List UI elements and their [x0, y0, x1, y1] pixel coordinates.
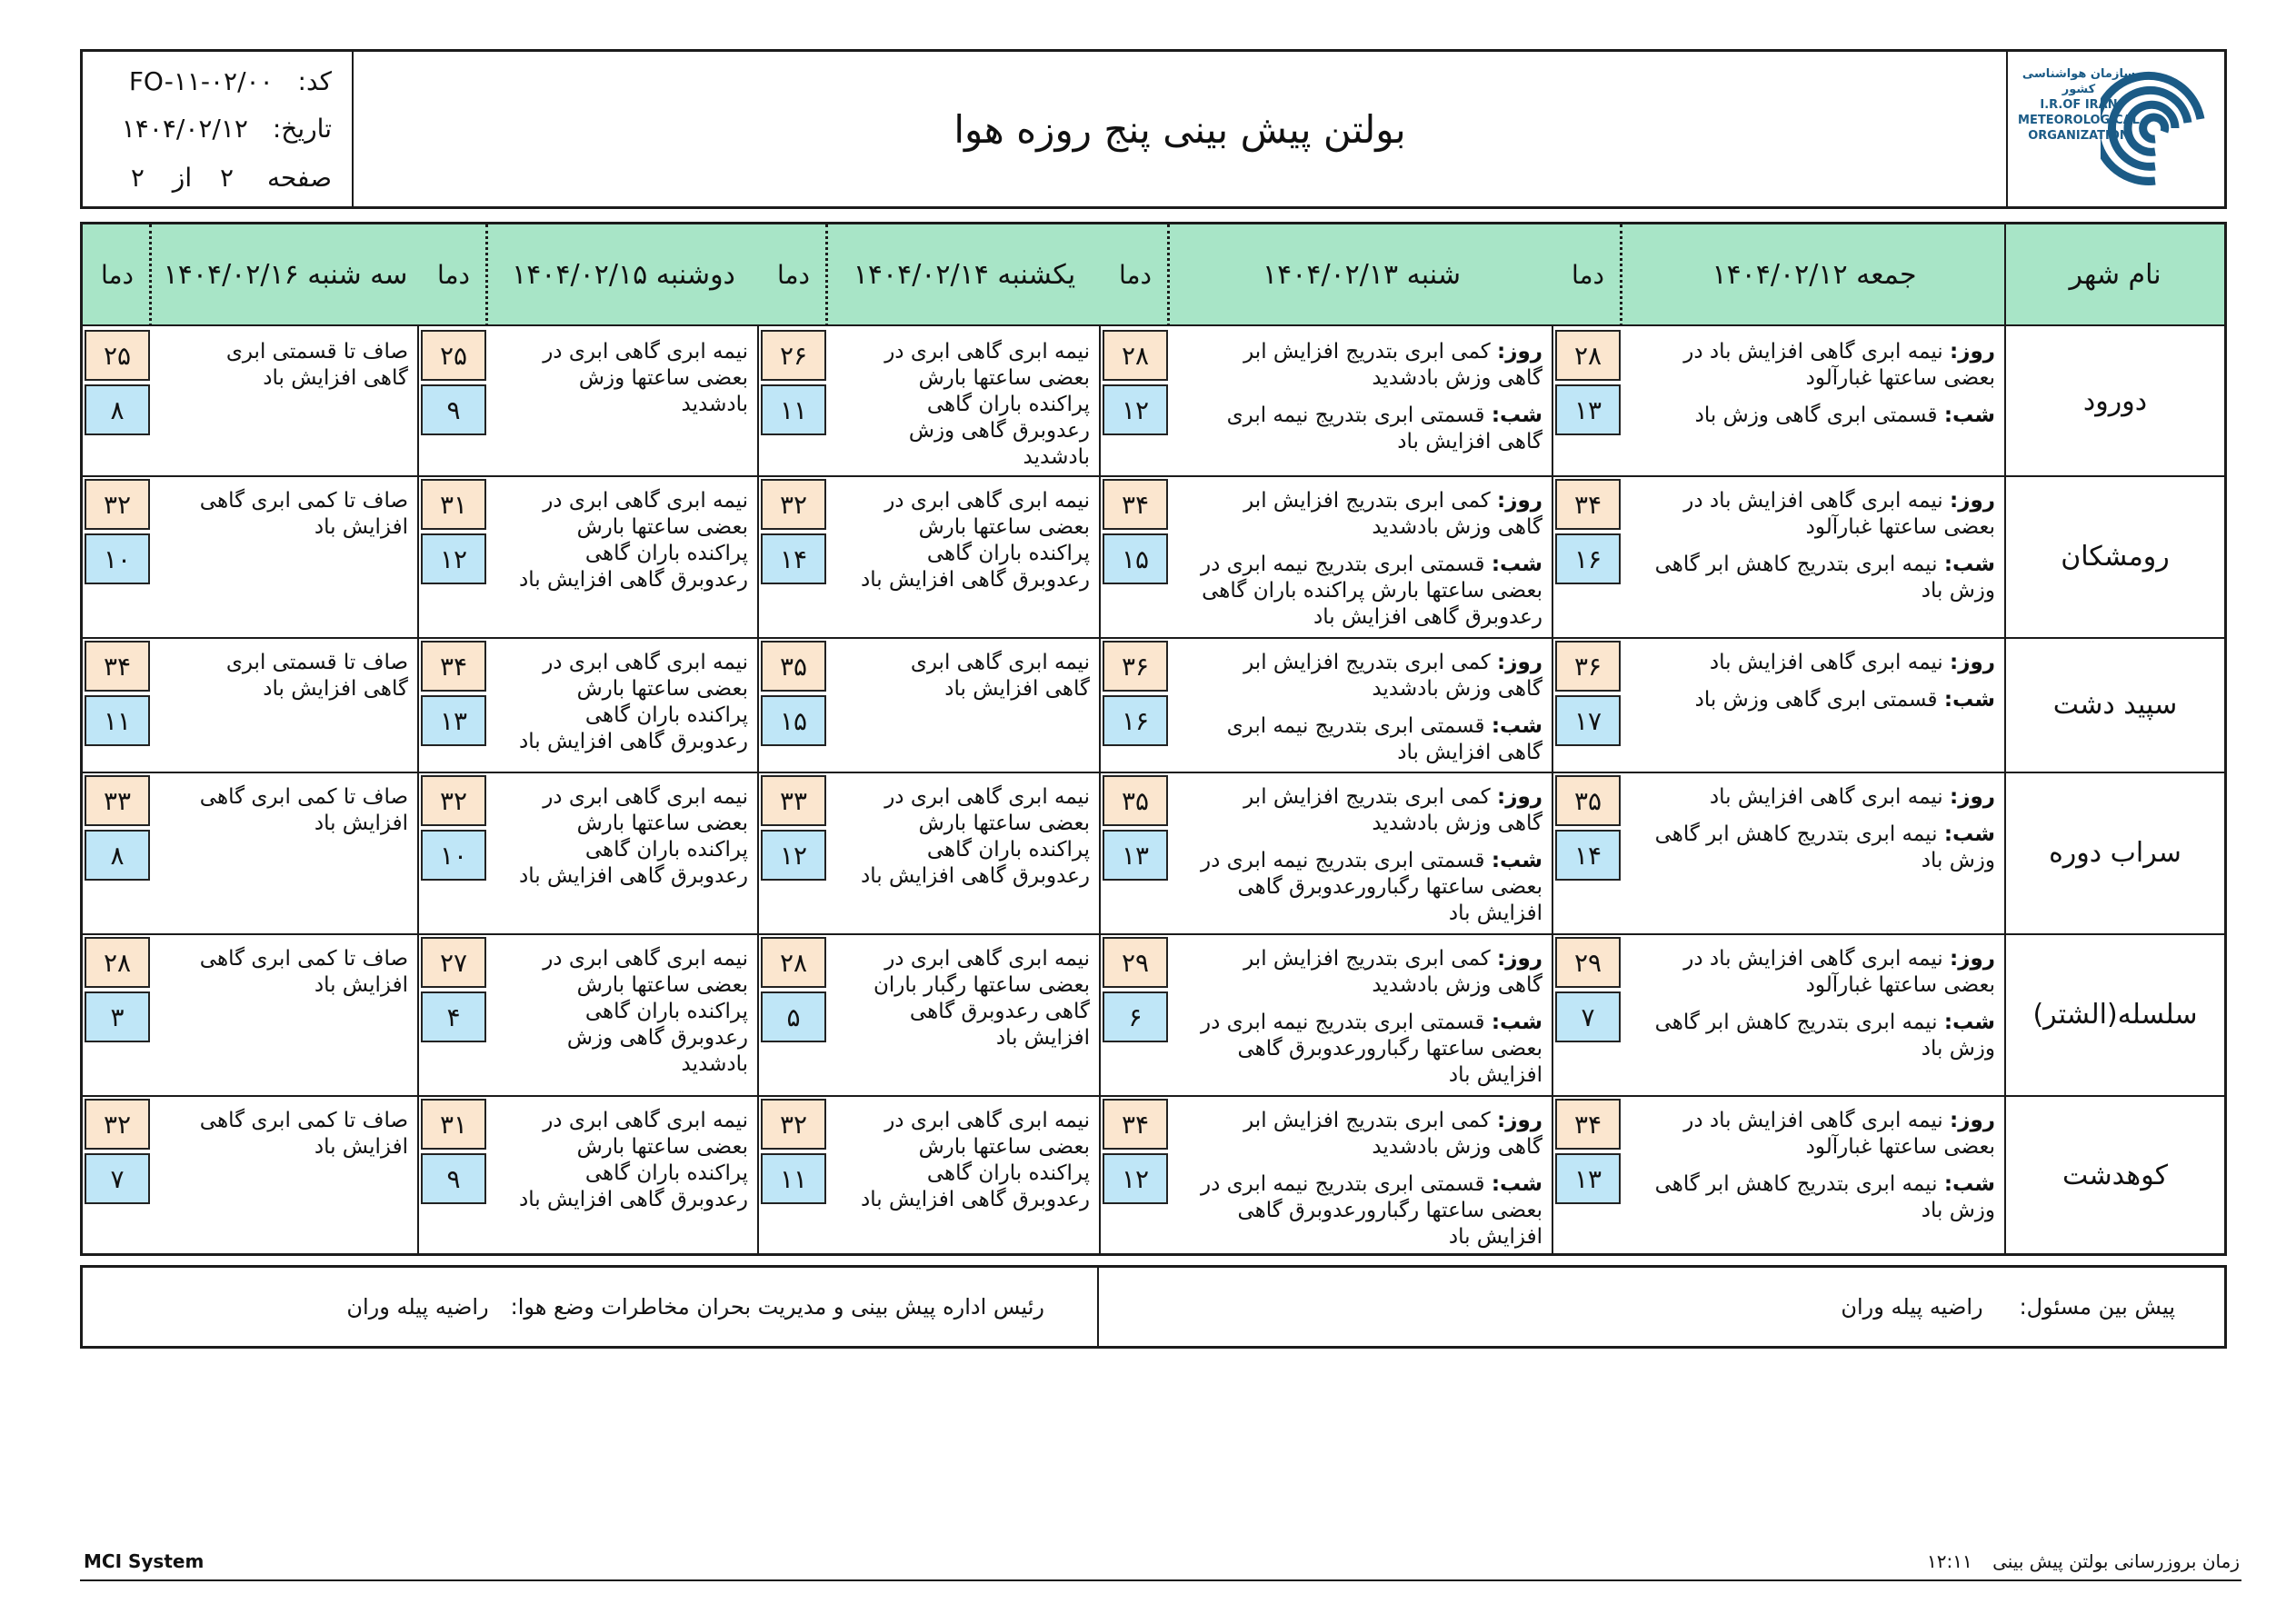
forecast-text-day5: صاف تا کمی ابری گاهی افزایش باد: [199, 947, 408, 997]
nighttime-forecast: [1181, 552, 1542, 631]
min-temp: ۱۲: [1103, 1153, 1168, 1204]
header-dotted-divider: [1167, 224, 1170, 326]
day-text: نیمه ابری گاهی افزایش باد در بعضی ساعتها غبارآلود: [1683, 489, 1995, 539]
daytime-forecast: [1633, 784, 1995, 811]
forecast-text-day3: نیمه ابری گاهی ابری در بعضی ساعتها بارش پراکنده باران گاهی رعدوبرق گاهی افزایش باد: [861, 489, 1090, 592]
daytime-forecast: [1181, 650, 1542, 702]
nighttime-forecast: [1633, 822, 1995, 874]
min-temp: ۶: [1103, 991, 1168, 1042]
temp-header-3: دما: [759, 224, 828, 326]
max-temp: ۳۳: [761, 775, 826, 826]
night-label: شب:: [1943, 553, 1995, 576]
bulletin-title: بولتن پیش بینی پنج روزه هوا: [953, 106, 1406, 152]
day-label: روز:: [1497, 340, 1542, 364]
night-label: شب:: [1491, 404, 1542, 427]
head-label: رئیس اداره پیش بینی و مدیریت بحران مخاطرات وضع هوا:: [510, 1294, 1044, 1320]
date-value: ۱۴۰۴/۰۲/۱۲: [121, 114, 248, 144]
date-label: تاریخ:: [272, 114, 332, 144]
day-text: کمی ابری بتدریج افزایش ابر گاهی وزش بادشدید: [1243, 489, 1542, 539]
column-divider: [1099, 224, 1101, 1253]
max-temp: ۲۵: [421, 330, 486, 381]
max-temp: ۳۴: [1103, 1099, 1168, 1150]
forecast-text-day4: نیمه ابری گاهی ابری در بعضی ساعتها بارش پراکنده باران گاهی رعدوبرق گاهی وزش بادشدید: [543, 947, 748, 1076]
min-temp: ۱۶: [1555, 533, 1621, 584]
day-label: روز:: [1497, 651, 1542, 674]
night-text: قسمتی ابری بتدریج نیمه ابری گاهی افزایش باد: [1226, 404, 1542, 453]
forecast-text-day3: نیمه ابری گاهی ابری در بعضی ساعتها رگبار باران گاهی رعدوبرق گاهی افزایش باد: [873, 947, 1090, 1050]
forecast-text-day2: [1181, 339, 1542, 455]
daytime-forecast: [1633, 650, 1995, 676]
nighttime-forecast: [1633, 403, 1995, 429]
max-temp: ۳۱: [421, 1099, 486, 1150]
forecast-text-day2: [1181, 946, 1542, 1089]
daytime-forecast: [1633, 946, 1995, 999]
max-temp: ۳۵: [1555, 775, 1621, 826]
org-name-fa: سازمان هواشناسی کشور: [2021, 67, 2136, 96]
night-text: نیمه ابری بتدریج کاهش ابر گاهی وزش باد: [1654, 822, 1995, 872]
date-row: [122, 114, 332, 144]
forecast-text-day3: نیمه ابری گاهی ابری در بعضی ساعتها بارش پراکنده باران گاهی رعدوبرق گاهی افزایش باد: [861, 785, 1090, 888]
header-dotted-divider: [485, 224, 488, 326]
max-temp: ۲۸: [1103, 330, 1168, 381]
min-temp: ۱۴: [761, 533, 826, 584]
night-label: شب:: [1491, 714, 1542, 738]
forecast-text-day4: نیمه ابری گاهی ابری در بعضی ساعتها بارش پراکنده باران گاهی رعدوبرق گاهی افزایش باد: [519, 785, 748, 888]
min-temp: ۱۳: [421, 695, 486, 746]
min-temp: ۱۲: [1103, 384, 1168, 435]
night-text: قسمتی ابری بتدریج نیمه ابری در بعضی ساعتها رگبارورعدوبرق گاهی افزایش باد: [1200, 1172, 1542, 1249]
forecast-text-day1: [1633, 946, 1995, 1062]
page-current: ۲: [220, 163, 235, 193]
signature-row: [80, 1265, 2227, 1349]
header-dotted-divider: [1620, 224, 1622, 326]
min-temp: ۱۳: [1555, 384, 1621, 435]
night-label: شب:: [1943, 1011, 1995, 1034]
city-column-header: نام شهر: [2006, 224, 2224, 326]
day-text: کمی ابری بتدریج افزایش ابر گاهی وزش بادشدید: [1243, 947, 1542, 997]
temp-header-4: دما: [419, 224, 488, 326]
min-temp: ۱۲: [761, 830, 826, 881]
row-divider: [83, 637, 2224, 639]
bulletin-header: [80, 49, 2227, 209]
forecast-text-day4: نیمه ابری گاهی ابری در بعضی ساعتها وزش بادشدید: [543, 340, 748, 416]
forecast-text-day2: [1181, 488, 1542, 631]
forecast-text-day5: صاف تا قسمتی ابری گاهی افزایش باد: [225, 340, 408, 390]
page-label: صفحه: [266, 163, 332, 193]
max-temp: ۳۲: [85, 1099, 150, 1150]
max-temp: ۳۴: [1555, 479, 1621, 530]
day-label: روز:: [1950, 947, 1995, 971]
city-name: رومشکان: [2061, 540, 2170, 573]
night-label: شب:: [1491, 1172, 1542, 1196]
day-label: روز:: [1950, 340, 1995, 364]
nighttime-forecast: [1633, 687, 1995, 713]
daytime-forecast: [1181, 946, 1542, 999]
max-temp: ۳۵: [761, 641, 826, 692]
forecaster-signature: [1841, 1268, 2175, 1346]
night-text: قسمتی ابری بتدریج نیمه ابری در بعضی ساعتها بارش پراکنده باران گاهی رعدوبرق گاهی افزایش باد: [1200, 553, 1542, 629]
forecast-text-day4: نیمه ابری گاهی ابری در بعضی ساعتها بارش پراکنده باران گاهی رعدوبرق گاهی افزایش باد: [519, 1109, 748, 1211]
forecast-text-day1: [1633, 488, 1995, 604]
max-temp: ۳۴: [85, 641, 150, 692]
head-name: راضیه پیله وران: [346, 1294, 489, 1320]
city-name: سلسله(الشتر): [2032, 998, 2198, 1031]
max-temp: ۳۲: [761, 479, 826, 530]
forecast-text-day5: صاف تا کمی ابری گاهی افزایش باد: [199, 1109, 408, 1159]
min-temp: ۱۰: [421, 830, 486, 881]
forecast-text-day5: صاف تا کمی ابری گاهی افزایش باد: [199, 489, 408, 539]
column-divider: [1552, 224, 1553, 1253]
nighttime-forecast: [1181, 713, 1542, 766]
day-text: نیمه ابری گاهی افزایش باد در بعضی ساعتها غبارآلود: [1683, 340, 1995, 390]
page-of: از: [172, 163, 193, 193]
day-text: نیمه ابری گاهی افزایش باد در بعضی ساعتها غبارآلود: [1683, 1109, 1995, 1159]
min-temp: ۴: [421, 991, 486, 1042]
max-temp: ۳۱: [421, 479, 486, 530]
nighttime-forecast: [1633, 1010, 1995, 1062]
daytime-forecast: [1181, 488, 1542, 541]
day-header-3: یکشنبه ۱۴۰۴/۰۲/۱۴: [828, 224, 1101, 326]
day-text: کمی ابری بتدریج افزایش ابر گاهی وزش بادشدید: [1243, 340, 1542, 390]
max-temp: ۲۹: [1555, 937, 1621, 988]
night-text: نیمه ابری بتدریج کاهش ابر گاهی وزش باد: [1654, 553, 1995, 603]
row-divider: [83, 933, 2224, 935]
city-name: سراب دوره: [2049, 836, 2181, 869]
night-text: نیمه ابری بتدریج کاهش ابر گاهی وزش باد: [1654, 1011, 1995, 1061]
night-label: شب:: [1943, 688, 1995, 712]
daytime-forecast: [1633, 339, 1995, 392]
min-temp: ۱۱: [85, 695, 150, 746]
column-divider: [417, 224, 419, 1253]
day-label: روز:: [1950, 785, 1995, 809]
min-temp: ۱۳: [1103, 830, 1168, 881]
daytime-forecast: [1181, 339, 1542, 392]
org-name-en-3: ORGANIZATION: [2028, 129, 2130, 143]
forecast-text-day1: [1633, 1108, 1995, 1224]
signature-divider: [1097, 1268, 1099, 1346]
night-label: شب:: [1491, 1011, 1542, 1034]
row-divider: [83, 1095, 2224, 1097]
min-temp: ۱۱: [761, 1153, 826, 1204]
nighttime-forecast: [1181, 403, 1542, 455]
max-temp: ۳۵: [1103, 775, 1168, 826]
min-temp: ۱۲: [421, 533, 486, 584]
header-dotted-divider: [825, 224, 828, 326]
temp-header-5: دما: [83, 224, 152, 326]
day-label: روز:: [1950, 651, 1995, 674]
daytime-forecast: [1181, 784, 1542, 837]
day-label: روز:: [1950, 489, 1995, 513]
min-temp: ۳: [85, 991, 150, 1042]
update-time-label: [1927, 1550, 2240, 1572]
forecast-text-day3: نیمه ابری گاهی ابری در بعضی ساعتها بارش پراکنده باران گاهی رعدوبرق گاهی وزش بادشدید: [884, 340, 1090, 469]
day-header-5: سه شنبه ۱۴۰۴/۰۲/۱۶: [152, 224, 419, 326]
night-text: قسمتی ابری گاهی وزش باد: [1694, 688, 1938, 712]
city-name: سپید دشت: [2052, 688, 2178, 721]
row-divider: [83, 475, 2224, 477]
meteorological-organization-logo-icon: [2101, 65, 2210, 192]
min-temp: ۱۵: [761, 695, 826, 746]
forecast-text-day1: [1633, 339, 1995, 429]
head-signature: [346, 1268, 1044, 1346]
forecast-table: [80, 222, 2227, 1256]
max-temp: ۳۲: [85, 479, 150, 530]
temp-header-2: دما: [1101, 224, 1170, 326]
min-temp: ۱۶: [1103, 695, 1168, 746]
forecaster-name: راضیه پیله وران: [1841, 1294, 1983, 1320]
night-label: شب:: [1943, 404, 1995, 427]
max-temp: ۲۷: [421, 937, 486, 988]
min-temp: ۸: [85, 830, 150, 881]
code-value: FO-۱۱-۰۲/۰۰: [128, 66, 274, 96]
city-name: دورود: [2082, 384, 2148, 417]
day-text: کمی ابری بتدریج افزایش ابر گاهی وزش بادشدید: [1243, 651, 1542, 701]
night-label: شب:: [1491, 849, 1542, 872]
forecast-text-day5: صاف تا کمی ابری گاهی افزایش باد: [199, 785, 408, 835]
day-header-4: دوشنبه ۱۴۰۴/۰۲/۱۵: [488, 224, 759, 326]
org-name-en-2: METEOROLOGICAL: [2018, 114, 2140, 127]
min-temp: ۱۰: [85, 533, 150, 584]
night-text: قسمتی ابری بتدریج نیمه ابری در بعضی ساعتها رگبارورعدوبرق گاهی افزایش باد: [1200, 849, 1542, 925]
day-text: نیمه ابری گاهی افزایش باد: [1709, 651, 1943, 674]
min-temp: ۷: [85, 1153, 150, 1204]
day-header-1: جمعه ۱۴۰۴/۰۲/۱۲: [1622, 224, 2006, 326]
forecaster-label: پیش بین مسئول:: [2019, 1294, 2175, 1320]
max-temp: ۲۹: [1103, 937, 1168, 988]
forecast-text-day1: [1633, 784, 1995, 874]
daytime-forecast: [1181, 1108, 1542, 1161]
min-temp: ۵: [761, 991, 826, 1042]
day-text: کمی ابری بتدریج افزایش ابر گاهی وزش بادشدید: [1243, 785, 1542, 835]
update-label: زمان بروزرسانی بولتن پیش بینی: [1992, 1550, 2240, 1572]
code-row: [129, 66, 332, 96]
max-temp: ۲۸: [85, 937, 150, 988]
nighttime-forecast: [1181, 1171, 1542, 1250]
nighttime-forecast: [1633, 552, 1995, 604]
night-label: شب:: [1943, 1172, 1995, 1196]
document-info: [83, 52, 354, 206]
min-temp: ۱۷: [1555, 695, 1621, 746]
night-text: قسمتی ابری گاهی وزش باد: [1694, 404, 1938, 427]
night-label: شب:: [1943, 822, 1995, 846]
day-label: روز:: [1497, 947, 1542, 971]
night-text: قسمتی ابری بتدریج نیمه ابری در بعضی ساعتها رگبارورعدوبرق گاهی افزایش باد: [1200, 1011, 1542, 1087]
header-dotted-divider: [149, 224, 152, 326]
day-label: روز:: [1497, 1109, 1542, 1132]
day-label: روز:: [1950, 1109, 1995, 1132]
forecast-text-day4: نیمه ابری گاهی ابری در بعضی ساعتها بارش پراکنده باران گاهی رعدوبرق گاهی افزایش باد: [519, 489, 748, 592]
day-text: نیمه ابری گاهی افزایش باد در بعضی ساعتها غبارآلود: [1683, 947, 1995, 997]
daytime-forecast: [1633, 488, 1995, 541]
forecast-text-day3: نیمه ابری گاهی ابری در بعضی ساعتها بارش پراکنده باران گاهی رعدوبرق گاهی افزایش باد: [861, 1109, 1090, 1211]
max-temp: ۲۶: [761, 330, 826, 381]
page-total: ۲: [130, 163, 145, 193]
max-temp: ۳۴: [1103, 479, 1168, 530]
max-temp: ۲۸: [761, 937, 826, 988]
min-temp: ۱۳: [1555, 1153, 1621, 1204]
nighttime-forecast: [1181, 848, 1542, 927]
page-row: [131, 163, 332, 193]
min-temp: ۷: [1555, 991, 1621, 1042]
max-temp: ۳۴: [421, 641, 486, 692]
logo-cell: [2006, 52, 2224, 206]
min-temp: ۱۴: [1555, 830, 1621, 881]
row-divider: [83, 772, 2224, 773]
min-temp: ۱۵: [1103, 533, 1168, 584]
column-divider: [757, 224, 759, 1253]
night-label: شب:: [1491, 553, 1542, 576]
max-temp: ۳۲: [421, 775, 486, 826]
night-text: قسمتی ابری بتدریج نیمه ابری گاهی افزایش باد: [1226, 714, 1542, 764]
forecast-text-day2: [1181, 1108, 1542, 1250]
day-text: نیمه ابری گاهی افزایش باد: [1709, 785, 1943, 809]
nighttime-forecast: [1633, 1171, 1995, 1224]
update-time: ۱۲:۱۱: [1927, 1550, 1972, 1572]
forecast-text-day5: صاف تا قسمتی ابری گاهی افزایش باد: [225, 651, 408, 701]
max-temp: ۳۳: [85, 775, 150, 826]
nighttime-forecast: [1181, 1010, 1542, 1089]
max-temp: ۲۵: [85, 330, 150, 381]
temp-header-1: دما: [1553, 224, 1622, 326]
max-temp: ۳۶: [1555, 641, 1621, 692]
max-temp: ۲۸: [1555, 330, 1621, 381]
min-temp: ۸: [85, 384, 150, 435]
day-text: کمی ابری بتدریج افزایش ابر گاهی وزش بادشدید: [1243, 1109, 1542, 1159]
city-name: کوهدشت: [2062, 1159, 2168, 1191]
bottom-rule: [80, 1579, 2241, 1581]
day-label: روز:: [1497, 489, 1542, 513]
org-name-en-1: I.R.OF IRAN: [2040, 98, 2118, 112]
min-temp: ۱۱: [761, 384, 826, 435]
code-label: کد:: [297, 66, 332, 96]
max-temp: ۳۴: [1555, 1099, 1621, 1150]
night-text: نیمه ابری بتدریج کاهش ابر گاهی وزش باد: [1654, 1172, 1995, 1222]
forecast-text-day2: [1181, 784, 1542, 927]
forecast-text-day2: [1181, 650, 1542, 766]
forecast-text-day3: نیمه ابری گاهی ابری گاهی افزایش باد: [910, 651, 1090, 701]
max-temp: ۳۲: [761, 1099, 826, 1150]
forecast-text-day1: [1633, 650, 1995, 713]
daytime-forecast: [1633, 1108, 1995, 1161]
min-temp: ۹: [421, 1153, 486, 1204]
day-label: روز:: [1497, 785, 1542, 809]
system-label: MCI System: [84, 1550, 205, 1572]
forecast-text-day4: نیمه ابری گاهی ابری در بعضی ساعتها بارش پراکنده باران گاهی رعدوبرق گاهی افزایش باد: [519, 651, 748, 753]
min-temp: ۹: [421, 384, 486, 435]
day-header-2: شنبه ۱۴۰۴/۰۲/۱۳: [1170, 224, 1553, 326]
max-temp: ۳۶: [1103, 641, 1168, 692]
